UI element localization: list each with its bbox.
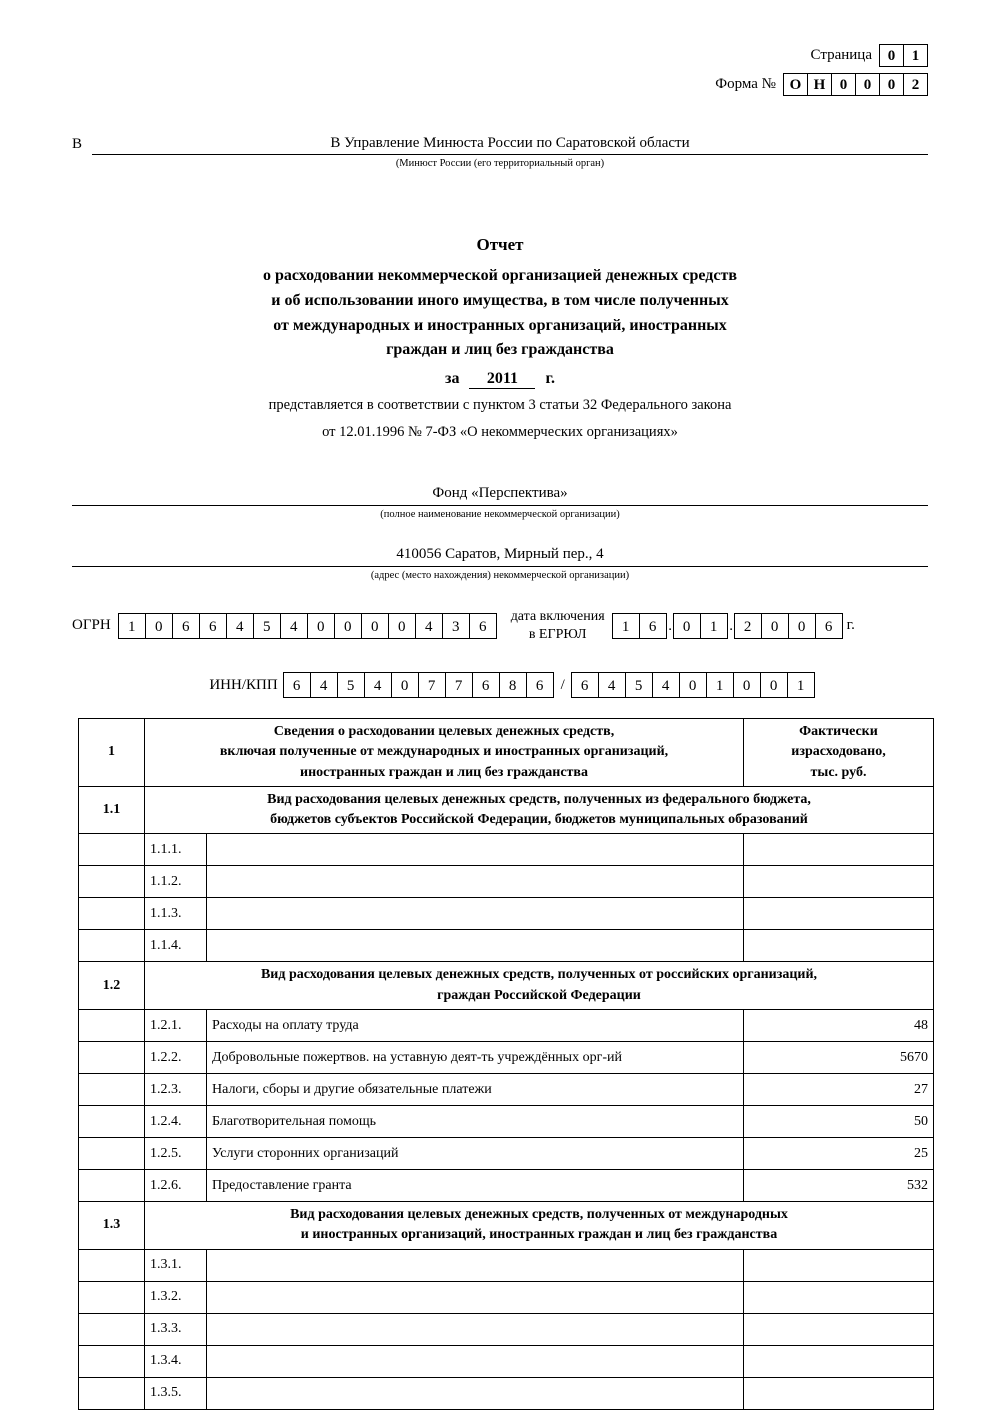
page-digit-0: 0: [879, 44, 904, 67]
section-1-2-title-line-2: граждан Российской Федерации: [437, 987, 641, 1003]
table-row: [79, 1106, 934, 1138]
row-amount[interactable]: 50: [744, 1106, 934, 1138]
row-number: 1.3.4.: [145, 1345, 207, 1377]
row-description[interactable]: [207, 1377, 744, 1409]
organization-address-value[interactable]: 410056 Саратов, Мирный пер., 4: [72, 546, 928, 567]
row-amount[interactable]: 25: [744, 1138, 934, 1170]
organization-name-caption: (полное наименование некоммерческой организации): [380, 509, 620, 520]
ogrn-digit-8[interactable]: 0: [334, 613, 362, 639]
page-label: Страница: [810, 47, 872, 63]
row-number: 1.1.4.: [145, 930, 207, 962]
document-title-block: [72, 235, 928, 443]
row-description[interactable]: [207, 866, 744, 898]
table-header-amount-line-1: Фактически: [799, 724, 878, 739]
row-spacer: [79, 1138, 145, 1170]
table-row: [79, 1138, 934, 1170]
row-spacer: [79, 898, 145, 930]
addressee-prefix: В: [72, 136, 83, 152]
row-number: 1.2.4.: [145, 1106, 207, 1138]
form-digit-3: 0: [855, 73, 880, 96]
table-header-title: [145, 719, 744, 787]
table-row: [79, 1170, 934, 1202]
row-description[interactable]: [207, 1281, 744, 1313]
table-row: [79, 1249, 934, 1281]
row-number: 1.1.2.: [145, 866, 207, 898]
table-header-amount-line-2: израсходовано,: [791, 744, 886, 760]
ogrn-label: ОГРН: [72, 617, 111, 633]
section-1-1-title-line-1: Вид расходования целевых денежных средств, полученных из федерального бюджета,: [267, 791, 811, 807]
section-1-2-title: [145, 962, 934, 1010]
kpp-digit-1[interactable]: 4: [598, 672, 626, 698]
egrul-date-separator-1: .: [667, 613, 674, 639]
egrul-date-suffix: г.: [846, 617, 855, 633]
kpp-digit-8[interactable]: 1: [787, 672, 815, 698]
row-description[interactable]: [207, 834, 744, 866]
egrul-date-digit-1[interactable]: 6: [639, 613, 667, 639]
addressee-caption: (Минюст России (его территориальный орган): [395, 158, 605, 169]
legal-note-line-1: представляется в соответствии с пунктом 3 статьи 32 Федерального закона: [268, 397, 732, 414]
row-amount[interactable]: [744, 1281, 934, 1313]
kpp-digit-4[interactable]: 0: [679, 672, 707, 698]
table-row: [79, 866, 934, 898]
year-suffix: г.: [545, 370, 555, 388]
kpp-digit-3[interactable]: 4: [652, 672, 680, 698]
row-spacer: [79, 834, 145, 866]
table-row: [79, 834, 934, 866]
section-header-row: [79, 1202, 934, 1250]
row-amount[interactable]: 27: [744, 1074, 934, 1106]
kpp-digit-2[interactable]: 5: [625, 672, 653, 698]
title-line-4: от международных и иностранных организаций, иностранных: [273, 316, 727, 334]
table-header-amount-line-3: тыс. руб.: [810, 764, 867, 780]
row-number: 1.2.1.: [145, 1010, 207, 1042]
row-spacer: [79, 1281, 145, 1313]
ogrn-digit-1[interactable]: 0: [145, 613, 173, 639]
row-spacer: [79, 1313, 145, 1345]
title-line-3: и об использовании иного имущества, в том числе полученных: [271, 291, 729, 309]
row-number: 1.3.2.: [145, 1281, 207, 1313]
row-number: 1.3.3.: [145, 1313, 207, 1345]
inn-digit-5[interactable]: 7: [418, 672, 446, 698]
row-amount[interactable]: 532: [744, 1170, 934, 1202]
inn-kpp-label: ИНН/КПП: [209, 676, 278, 693]
inn-digit-7[interactable]: 6: [472, 672, 500, 698]
row-description[interactable]: Добровольные пожертвов. на уставную деят-ть учреждённых орг-ий: [207, 1042, 744, 1074]
inn-digit-4[interactable]: 0: [391, 672, 419, 698]
form-digit-4: 0: [879, 73, 904, 96]
table-header-title-line-2: включая полученные от международных и иностранных организаций,: [219, 744, 669, 760]
section-1-1-num: 1.1: [79, 786, 145, 834]
inn-digit-8[interactable]: 8: [499, 672, 527, 698]
table-row: [79, 898, 934, 930]
row-amount[interactable]: [744, 866, 934, 898]
table-header-title-line-3: иностранных граждан и лиц без гражданства: [300, 764, 588, 780]
section-1-3-num: 1.3: [79, 1202, 145, 1250]
row-amount[interactable]: [744, 1313, 934, 1345]
row-spacer: [79, 1345, 145, 1377]
form-digit-2: 0: [831, 73, 856, 96]
section-1-1-title-line-2: бюджетов субъектов Российской Федерации, бюджетов муниципальных образований: [270, 812, 808, 828]
egrul-date-label: [511, 608, 605, 643]
row-spacer: [79, 930, 145, 962]
ogrn-digit-5[interactable]: 5: [253, 613, 281, 639]
organization-address-caption: (адрес (место нахождения) некоммерческой организации): [370, 570, 630, 581]
row-description[interactable]: Предоставление гранта: [207, 1170, 744, 1202]
ogrn-boxes[interactable]: [119, 613, 497, 639]
table-header-title-line-1: Сведения о расходовании целевых денежных средств,: [273, 724, 615, 739]
ogrn-digit-0[interactable]: 1: [118, 613, 146, 639]
table-row: [79, 1345, 934, 1377]
inn-kpp-separator: /: [560, 676, 565, 693]
section-1-1-title: [145, 786, 934, 834]
table-row: [79, 930, 934, 962]
row-number: 1.3.5.: [145, 1377, 207, 1409]
ogrn-digit-9[interactable]: 0: [361, 613, 389, 639]
egrul-date-label-line-2: в ЕГРЮЛ: [528, 626, 587, 642]
ogrn-row: [72, 608, 952, 643]
kpp-digit-6[interactable]: 0: [733, 672, 761, 698]
row-description[interactable]: Расходы на оплату труда: [207, 1010, 744, 1042]
egrul-date-boxes[interactable]: [613, 613, 843, 639]
reporting-year-row: [72, 370, 928, 389]
row-number: 1.2.6.: [145, 1170, 207, 1202]
organization-name-value[interactable]: Фонд «Перспектива»: [72, 485, 928, 506]
inn-digit-1[interactable]: 4: [310, 672, 338, 698]
inn-digit-0[interactable]: 6: [283, 672, 311, 698]
kpp-digit-7[interactable]: 0: [760, 672, 788, 698]
kpp-digit-5[interactable]: 1: [706, 672, 734, 698]
form-digit-1: Н: [807, 73, 832, 96]
row-description[interactable]: [207, 1313, 744, 1345]
egrul-date-digit-4[interactable]: 2: [734, 613, 762, 639]
ogrn-digit-10[interactable]: 0: [388, 613, 416, 639]
inn-digit-9[interactable]: 6: [526, 672, 554, 698]
egrul-date-separator-2: .: [728, 613, 735, 639]
page-number-row: [715, 44, 928, 67]
table-row: [79, 1281, 934, 1313]
inn-digit-3[interactable]: 4: [364, 672, 392, 698]
expenditure-table: [78, 718, 934, 1410]
form-digit-5: 2: [903, 73, 928, 96]
row-spacer: [79, 1042, 145, 1074]
organization-name-block: [72, 485, 928, 520]
egrul-date-digit-3[interactable]: 1: [700, 613, 728, 639]
inn-kpp-row: [72, 672, 952, 698]
row-description[interactable]: Налоги, сборы и другие обязательные платежи: [207, 1074, 744, 1106]
egrul-date-digit-6[interactable]: 0: [788, 613, 816, 639]
row-description[interactable]: [207, 898, 744, 930]
row-amount[interactable]: [744, 930, 934, 962]
table-row: [79, 1010, 934, 1042]
ogrn-digit-3[interactable]: 6: [199, 613, 227, 639]
row-number: 1.1.3.: [145, 898, 207, 930]
ogrn-digit-4[interactable]: 4: [226, 613, 254, 639]
row-number: 1.3.1.: [145, 1249, 207, 1281]
ogrn-digit-7[interactable]: 0: [307, 613, 335, 639]
row-spacer: [79, 1170, 145, 1202]
table-row: [79, 1377, 934, 1409]
section-1-3-title-line-2: и иностранных организаций, иностранных граждан и лиц без гражданства: [300, 1227, 778, 1243]
row-amount[interactable]: [744, 898, 934, 930]
egrul-date-label-line-1: дата включения: [510, 609, 605, 624]
table-header-num: 1: [79, 719, 145, 787]
row-number: 1.1.1.: [145, 834, 207, 866]
row-spacer: [79, 1249, 145, 1281]
row-amount[interactable]: 48: [744, 1010, 934, 1042]
egrul-date-digit-0[interactable]: 1: [612, 613, 640, 639]
ogrn-digit-13[interactable]: 6: [469, 613, 497, 639]
section-1-3-title: [145, 1202, 934, 1250]
page-title: Отчет: [476, 235, 524, 254]
organization-address-block: [72, 546, 928, 581]
row-description[interactable]: [207, 1345, 744, 1377]
form-label: Форма №: [715, 76, 776, 92]
form-number-row: [715, 73, 928, 96]
row-spacer: [79, 866, 145, 898]
section-1-2-title-line-1: Вид расходования целевых денежных средств, полученных от российских организаций,: [260, 967, 818, 983]
table-row: [79, 1313, 934, 1345]
row-description[interactable]: [207, 930, 744, 962]
table-header-amount: [744, 719, 934, 787]
ogrn-digit-6[interactable]: 4: [280, 613, 308, 639]
egrul-date-digit-5[interactable]: 0: [761, 613, 789, 639]
table-row: [79, 1042, 934, 1074]
row-amount[interactable]: [744, 1345, 934, 1377]
inn-digit-2[interactable]: 5: [337, 672, 365, 698]
row-spacer: [79, 1074, 145, 1106]
row-spacer: [79, 1377, 145, 1409]
page-digit-1: 1: [903, 44, 928, 67]
section-header-row: [79, 962, 934, 1010]
addressee-block: [72, 135, 928, 169]
row-number: 1.2.5.: [145, 1138, 207, 1170]
row-spacer: [79, 1010, 145, 1042]
egrul-date-digit-2[interactable]: 0: [673, 613, 701, 639]
row-description[interactable]: Благотворительная помощь: [207, 1106, 744, 1138]
table-row: [79, 1074, 934, 1106]
row-amount[interactable]: 5670: [744, 1042, 934, 1074]
section-header-row: [79, 786, 934, 834]
title-line-5: граждан и лиц без гражданства: [386, 341, 614, 359]
row-amount[interactable]: [744, 1377, 934, 1409]
ogrn-digit-2[interactable]: 6: [172, 613, 200, 639]
year-prefix: за: [445, 370, 460, 388]
row-number: 1.2.2.: [145, 1042, 207, 1074]
table-header-row: [79, 719, 934, 787]
reporting-year-value[interactable]: 2011: [469, 370, 535, 389]
inn-boxes[interactable]: [284, 672, 554, 698]
inn-digit-6[interactable]: 7: [445, 672, 473, 698]
form-identification-block: [715, 44, 928, 102]
row-number: 1.2.3.: [145, 1074, 207, 1106]
row-description[interactable]: Услуги сторонних организаций: [207, 1138, 744, 1170]
addressee-value: В Управление Минюста России по Саратовской области: [92, 135, 928, 155]
kpp-digit-0[interactable]: 6: [571, 672, 599, 698]
ogrn-digit-11[interactable]: 4: [415, 613, 443, 639]
title-line-2: о расходовании некоммерческой организацией денежных средств: [263, 267, 737, 284]
legal-note-line-2: от 12.01.1996 № 7-ФЗ «О некоммерческих организациях»: [322, 424, 678, 441]
kpp-boxes[interactable]: [572, 672, 815, 698]
ogrn-digit-12[interactable]: 3: [442, 613, 470, 639]
row-amount[interactable]: [744, 1249, 934, 1281]
section-1-3-title-line-1: Вид расходования целевых денежных средств, полученных от международных: [290, 1207, 788, 1223]
form-digit-0: О: [783, 73, 808, 96]
row-description[interactable]: [207, 1249, 744, 1281]
section-1-2-num: 1.2: [79, 962, 145, 1010]
row-spacer: [79, 1106, 145, 1138]
egrul-date-digit-7[interactable]: 6: [815, 613, 843, 639]
row-amount[interactable]: [744, 834, 934, 866]
